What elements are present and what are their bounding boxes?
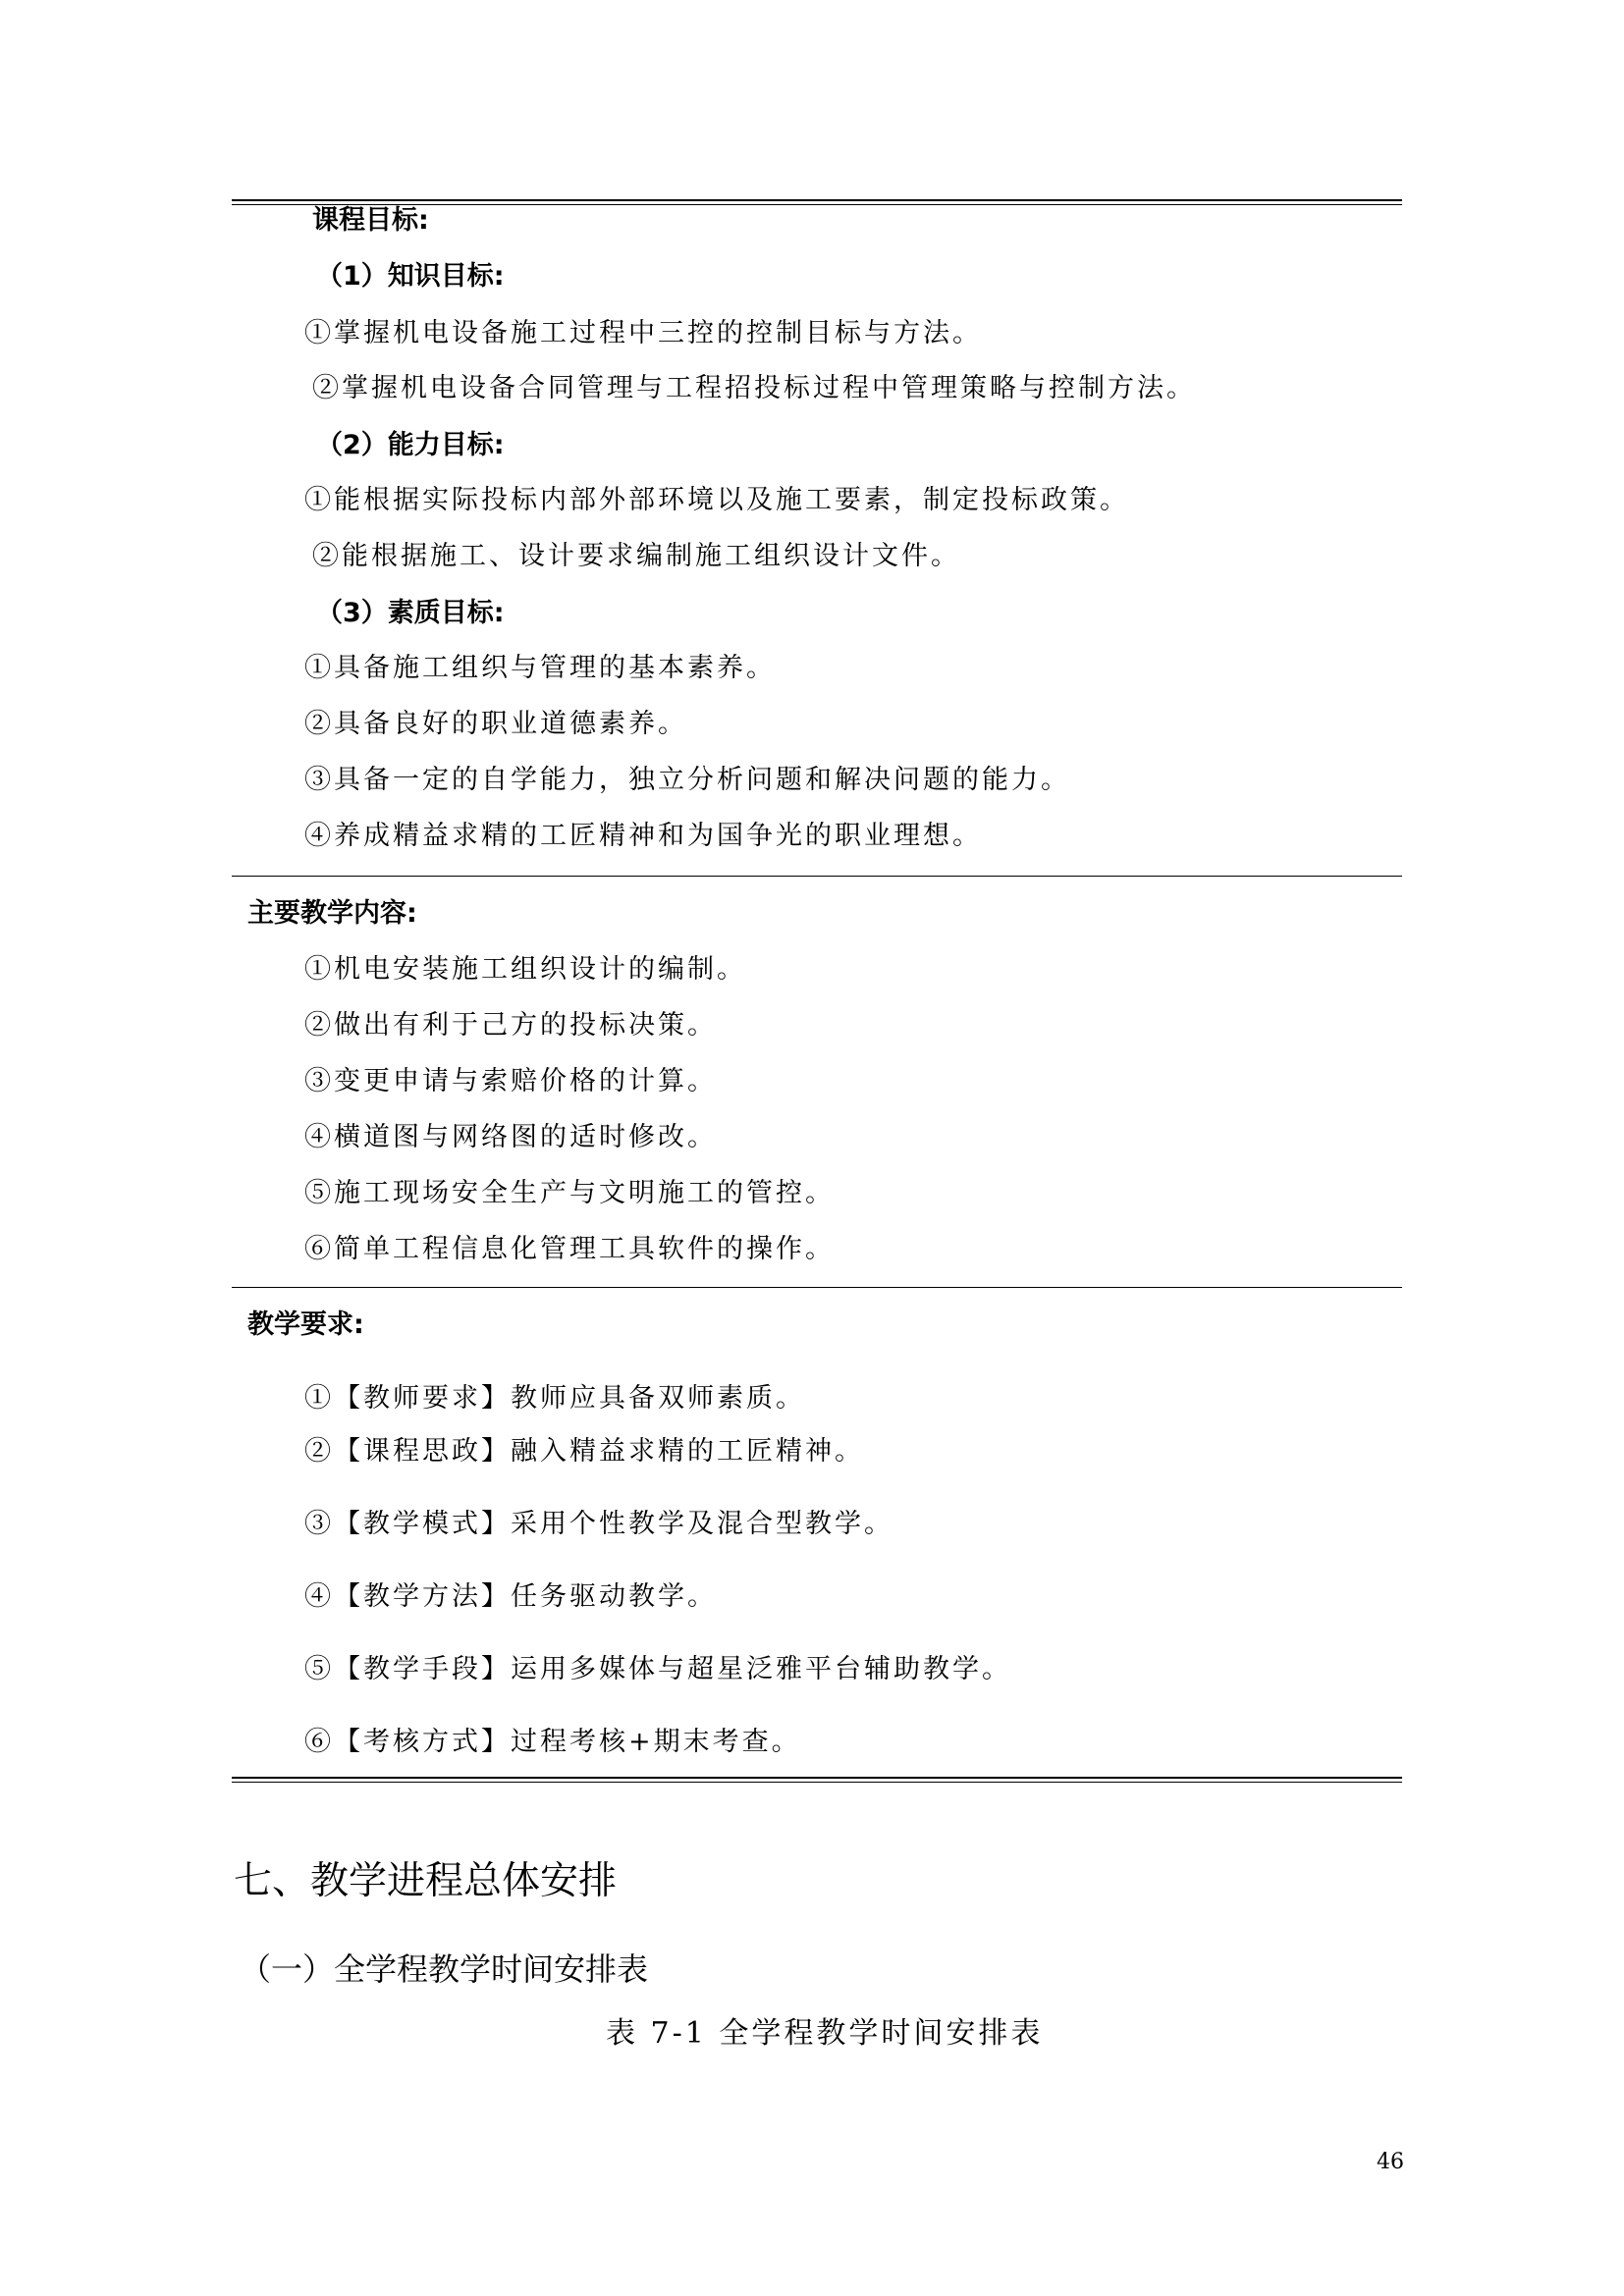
table-divider: [232, 876, 1402, 877]
table-caption: 表 7-1 全学程教学时间安排表: [606, 2016, 1044, 2051]
list-item: ⑤施工现场安全生产与文明施工的管控。: [304, 1178, 835, 1208]
quality-objectives-title: （3）素质目标:: [316, 598, 505, 628]
list-item: ①机电安装施工组织设计的编制。: [304, 954, 746, 985]
course-objectives-heading: 课程目标:: [312, 205, 429, 236]
list-item: ①具备施工组织与管理的基本素养。: [304, 653, 776, 683]
knowledge-objectives-title: （1）知识目标:: [316, 261, 505, 292]
list-item: ②具备良好的职业道德素养。: [304, 709, 687, 739]
list-item: ⑤【教学手段】运用多媒体与超星泛雅平台辅助教学。: [304, 1654, 1011, 1684]
teaching-requirements-heading: 教学要求:: [247, 1309, 364, 1340]
list-item: ②【课程思政】融入精益求精的工匠精神。: [304, 1436, 864, 1467]
list-item: ①掌握机电设备施工过程中三控的控制目标与方法。: [304, 318, 982, 348]
table-bottom-border: [232, 1777, 1402, 1783]
list-item: ④养成精益求精的工匠精神和为国争光的职业理想。: [304, 821, 982, 851]
list-item: ③【教学模式】采用个性教学及混合型教学。: [304, 1509, 893, 1539]
list-item: ⑥简单工程信息化管理工具软件的操作。: [304, 1234, 835, 1264]
list-item: ④【教学方法】任务驱动教学。: [304, 1581, 717, 1612]
list-item: ②做出有利于己方的投标决策。: [304, 1010, 717, 1041]
list-item: ⑥【考核方式】过程考核+期末考查。: [304, 1727, 801, 1757]
table-divider: [232, 1287, 1402, 1288]
list-item: ①【教师要求】教师应具备双师素质。: [304, 1383, 805, 1414]
list-item: ④横道图与网络图的适时修改。: [304, 1122, 717, 1152]
list-item: ③具备一定的自学能力，独立分析问题和解决问题的能力。: [304, 765, 1070, 795]
list-item: ②能根据施工、设计要求编制施工组织设计文件。: [312, 541, 960, 571]
main-content-heading: 主要教学内容:: [247, 898, 417, 929]
list-item: ②掌握机电设备合同管理与工程招投标过程中管理策略与控制方法。: [312, 373, 1196, 403]
list-item: ①能根据实际投标内部外部环境以及施工要素，制定投标政策。: [304, 485, 1129, 515]
page-number: 46: [1377, 2150, 1404, 2174]
list-item: ③变更申请与索赔价格的计算。: [304, 1066, 717, 1096]
ability-objectives-title: （2）能力目标:: [316, 430, 505, 460]
subsection-title: （一）全学程教学时间安排表: [240, 1950, 649, 1988]
section-title: 七、教学进程总体安排: [234, 1859, 618, 1903]
